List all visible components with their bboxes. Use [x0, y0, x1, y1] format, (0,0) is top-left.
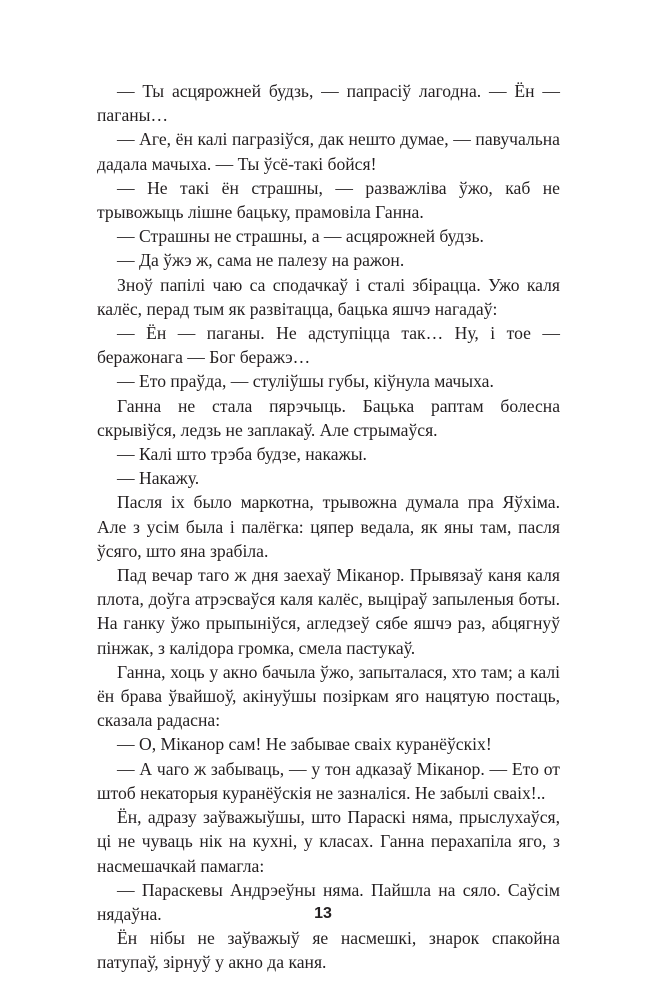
paragraph: Ганна, хоць у акно бачыла ўжо, запыталася, хто там; а калі ён брава ўвайшоў, акінуўшы позіркам яго нацятую постаць, сказала радасна:	[97, 661, 560, 731]
paragraph: Ганна не стала пярэчыць. Бацька раптам болесна скрывіўся, ледзь не заплакаў. Але стрымаўся.	[97, 395, 560, 440]
paragraph: Пасля іх было маркотна, трывожна думала пра Яўхіма. Але з усім была і палёгка: цяпер ведала, як яны там, пасля ўсяго, што яна зрабіла.	[97, 492, 560, 561]
paragraph: Пад вечар таго ж дня заехаў Міканор. Прывязаў каня каля плота, доўга атрэсваўся каля калёс, выціраў запыленыя боты. На ганку ўжо прыпыніўся, агледзеў сябе яшчэ раз, абцягнуў пінжак, з калідора громка, смела пастукаў.	[97, 565, 560, 658]
paragraph: — Страшны не страшны, а — асцярожней будзь.	[117, 226, 484, 247]
paragraph: — А чаго ж забываць, — у тон адказаў Міканор. — Ето от штоб некаторыя куранёўскія не зазналіся. Не забылі сваіх!..	[97, 758, 560, 803]
paragraph: — Ён — паганы. Не адступіцца так… Ну, і тое — беражонага — Бог беражэ…	[97, 323, 560, 368]
paragraph: — Ето праўда, — стуліўшы губы, кіўнула мачыха.	[117, 371, 494, 392]
paragraph: Ён, адразу заўважыўшы, што Параскі няма, прыслухаўся, ці не чуваць нік на кухні, у класах. Ганна перахапіла яго, з насмешачкай памагла:	[97, 807, 560, 876]
paragraph: — Накажу.	[117, 468, 200, 489]
paragraph: — Аге, ён калі пагразіўся, дак нешто думае, — павучальна дадала мачыха. — Ты ўсё-такі бойся!	[97, 129, 560, 174]
page-number: 13	[314, 905, 332, 922]
paragraph: Ён нібы не заўважыў яе насмешкі, знарок спакойна патупаў, зірнуў у акно да каня.	[97, 928, 560, 973]
page-body-text	[97, 79, 560, 975]
paragraph: — Параскевы Андрэеўны няма. Пайшла на сяло. Саўсім нядаўна.	[97, 879, 560, 924]
paragraph: — Не такі ён страшны, — разважліва ўжо, каб не трывожыць лішне бацьку, прамовіла Ганна.	[97, 177, 560, 223]
paragraph: — Калі што трэба будзе, накажы.	[117, 444, 367, 465]
paragraph: Зноў папілі чаю са сподачкаў і сталі збірацца. Ужо каля калёс, перад тым як развітацца, бацька яшчэ нагадаў:	[97, 274, 560, 319]
paragraph: — Да ўжэ ж, сама не палезу на ражон.	[117, 250, 405, 271]
paragraph: — О, Міканор сам! Не забывае сваіх куранёўскіх!	[117, 734, 492, 755]
paragraph: — Ты асцярожней будзь, — папрасіў лагодна. — Ён — паганы…	[97, 81, 560, 126]
